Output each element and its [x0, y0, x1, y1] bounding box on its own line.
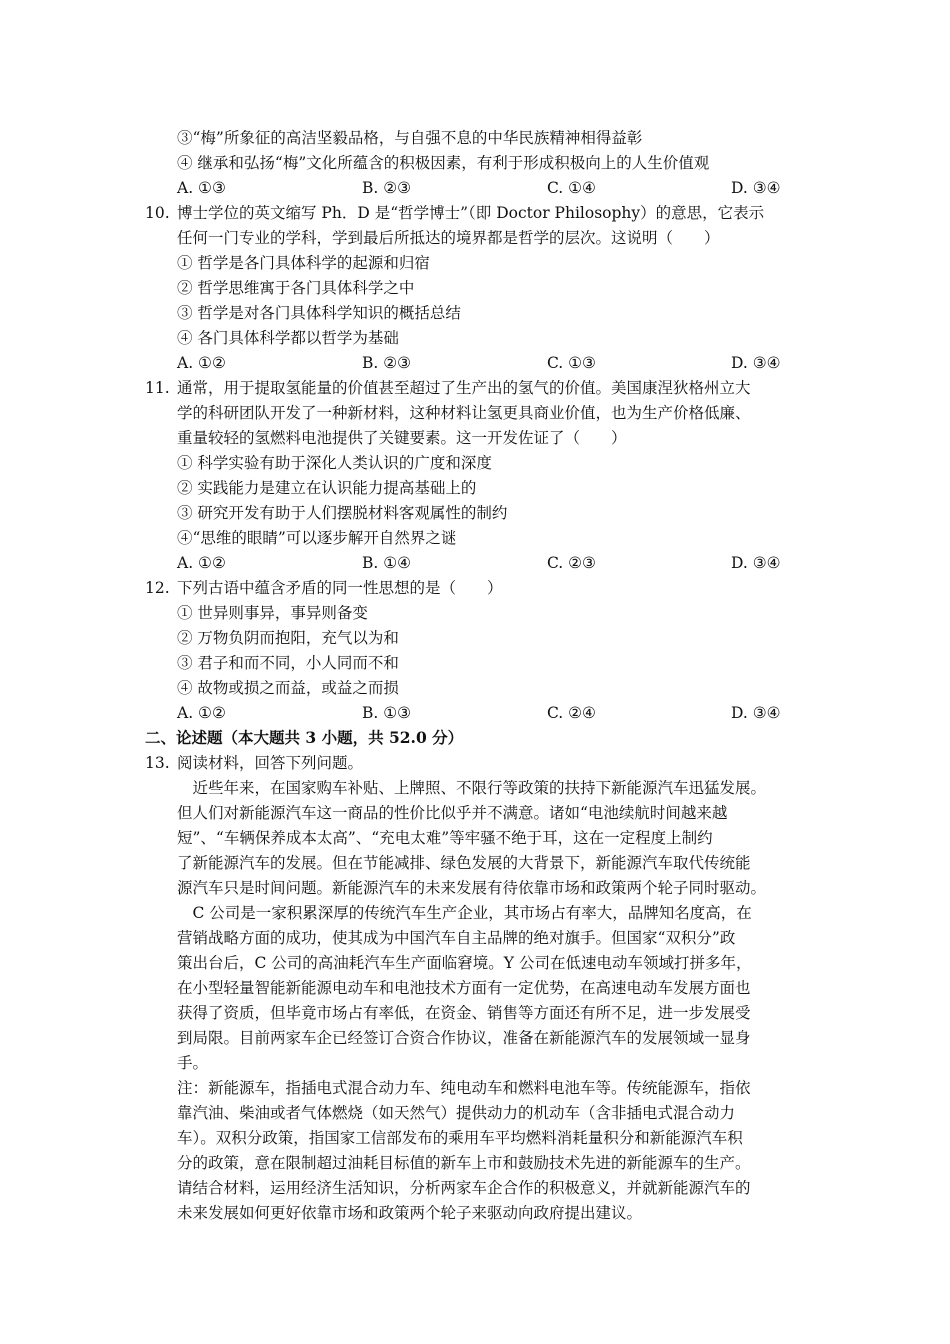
q11-statement-1: ① 科学实验有助于深化人类认识的广度和深度	[177, 454, 492, 472]
q10-statement-2: ② 哲学思维寓于各门具体科学之中	[177, 279, 415, 297]
q10-option-c: C. ①③	[547, 354, 596, 372]
q12-statement-4: ④ 故物或损之而益，或益之而损	[177, 679, 399, 697]
q13-line: 源汽车只是时间问题。新能源汽车的未来发展有待依靠市场和政策两个轮子同时驱动。	[177, 879, 767, 897]
q13-line: 未来发展如何更好依靠市场和政策两个轮子来驱动向政府提出建议。	[177, 1204, 643, 1222]
q10-statement-3: ③ 哲学是对各门具体科学知识的概括总结	[177, 304, 461, 322]
q11-option-a: A. ①②	[177, 554, 226, 572]
q13-line: 请结合材料，运用经济生活知识，分析两家车企合作的积极意义，并就新能源汽车的	[177, 1179, 751, 1197]
q12-option-d: D. ③④	[731, 704, 781, 722]
q12-option-b: B. ①③	[362, 704, 412, 722]
q11-statement-2: ② 实践能力是建立在认识能力提高基础上的	[177, 479, 477, 497]
q10-statement-4: ④ 各门具体科学都以哲学为基础	[177, 329, 399, 347]
q10-stem-line-2: 任何一门专业的学科，学到最后所抵达的境界都是哲学的层次。这说明（ ）	[177, 229, 720, 247]
q9-option-d: D. ③④	[731, 179, 781, 197]
q11-option-d: D. ③④	[731, 554, 781, 572]
q13-line: 手。	[177, 1054, 209, 1072]
q13-line: 分的政策，意在限制超过油耗目标值的新车上市和鼓励技术先进的新能源车的生产。	[177, 1154, 751, 1172]
q9-statement-4: ④ 继承和弘扬“梅”文化所蕴含的积极因素，有利于形成积极向上的人生价值观	[177, 154, 710, 172]
q10-stem-line-1: 博士学位的英文缩写 Ph．D 是“哲学博士”（即 Doctor Philosophy）的意思，它表示	[177, 204, 765, 222]
q9-statement-3: ③“梅”所象征的高洁坚毅品格，与自强不息的中华民族精神相得益彰	[177, 129, 643, 147]
q11-stem-line-1: 通常，用于提取氢能量的价值甚至超过了生产出的氢气的价值。美国康涅狄格州立大	[177, 379, 751, 397]
q11-stem-line-3: 重量较轻的氢燃料电池提供了关键要素。这一开发佐证了（ ）	[177, 429, 627, 447]
q12-statement-3: ③ 君子和而不同，小人同而不和	[177, 654, 399, 672]
q13-line: 到局限。目前两家车企已经签订合资合作协议，准备在新能源汽车的发展领域一显身	[177, 1029, 751, 1047]
q9-option-a: A. ①③	[177, 179, 226, 197]
q12-number: 12.	[145, 579, 170, 597]
q13-number: 13.	[145, 754, 170, 772]
q11-option-c: C. ②③	[547, 554, 596, 572]
q10-statement-1: ① 哲学是各门具体科学的起源和归宿	[177, 254, 430, 272]
q13-line: 阅读材料，回答下列问题。	[177, 754, 364, 772]
q13-line: 在小型轻量智能新能源电动车和电池技术方面有一定优势，在高速电动车发展方面也	[177, 979, 751, 997]
q12-option-c: C. ②④	[547, 704, 596, 722]
q10-option-d: D. ③④	[731, 354, 781, 372]
section-heading: 二、论述题（本大题共 3 小题，共 52.0 分）	[145, 728, 464, 747]
q12-option-a: A. ①②	[177, 704, 226, 722]
q13-line: 获得了资质，但毕竟市场占有率低，在资金、销售等方面还有所不足，进一步发展受	[177, 1004, 751, 1022]
q13-line: 了新能源汽车的发展。但在节能减排、绿色发展的大背景下，新能源汽车取代传统能	[177, 854, 751, 872]
q13-line: C 公司是一家积累深厚的传统汽车生产企业，其市场占有率大，品牌知名度高，在	[177, 904, 752, 922]
q9-option-b: B. ②③	[362, 179, 412, 197]
q11-statement-3: ③ 研究开发有助于人们摆脱材料客观属性的制约	[177, 504, 508, 522]
q10-option-b: B. ②③	[362, 354, 412, 372]
q11-statement-4: ④“思维的眼睛”可以逐步解开自然界之谜	[177, 529, 457, 547]
q11-stem-line-2: 学的科研团队开发了一种新材料，这种材料让氢更具商业价值，也为生产价格低廉、	[177, 404, 751, 422]
q13-line: 近些年来，在国家购车补贴、上牌照、不限行等政策的扶持下新能源汽车迅猛发展。	[177, 779, 767, 797]
q11-number: 11.	[145, 379, 170, 397]
q10-option-a: A. ①②	[177, 354, 226, 372]
q10-number: 10.	[145, 204, 170, 222]
q13-line: 短”、“车辆保养成本太高”、“充电太难”等牢骚不绝于耳，这在一定程度上制约	[177, 829, 713, 847]
q13-line: 注：新能源车，指插电式混合动力车、纯电动车和燃料电池车等。传统能源车，指依	[177, 1079, 751, 1097]
q13-line: 但人们对新能源汽车这一商品的性价比似乎并不满意。诸如“电池续航时间越来越	[177, 804, 728, 822]
q13-line: 策出台后，C 公司的高油耗汽车生产面临窘境。Y 公司在低速电动车领域打拼多年，	[177, 954, 752, 972]
q13-line: 靠汽油、柴油或者气体燃烧（如天然气）提供动力的机动车（含非插电式混合动力	[177, 1104, 736, 1122]
q12-statement-1: ① 世异则事异，事异则备变	[177, 604, 368, 622]
q12-stem-line-1: 下列古语中蕴含矛盾的同一性思想的是（ ）	[177, 579, 503, 597]
q12-statement-2: ② 万物负阴而抱阳，充气以为和	[177, 629, 399, 647]
q9-option-c: C. ①④	[547, 179, 596, 197]
q13-line: 营销战略方面的成功，使其成为中国汽车自主品牌的绝对旗手。但国家“双积分”政	[177, 929, 736, 947]
q11-option-b: B. ①④	[362, 554, 412, 572]
q13-line: 车）。双积分政策，指国家工信部发布的乘用车平均燃料消耗量积分和新能源汽车积	[177, 1129, 743, 1147]
